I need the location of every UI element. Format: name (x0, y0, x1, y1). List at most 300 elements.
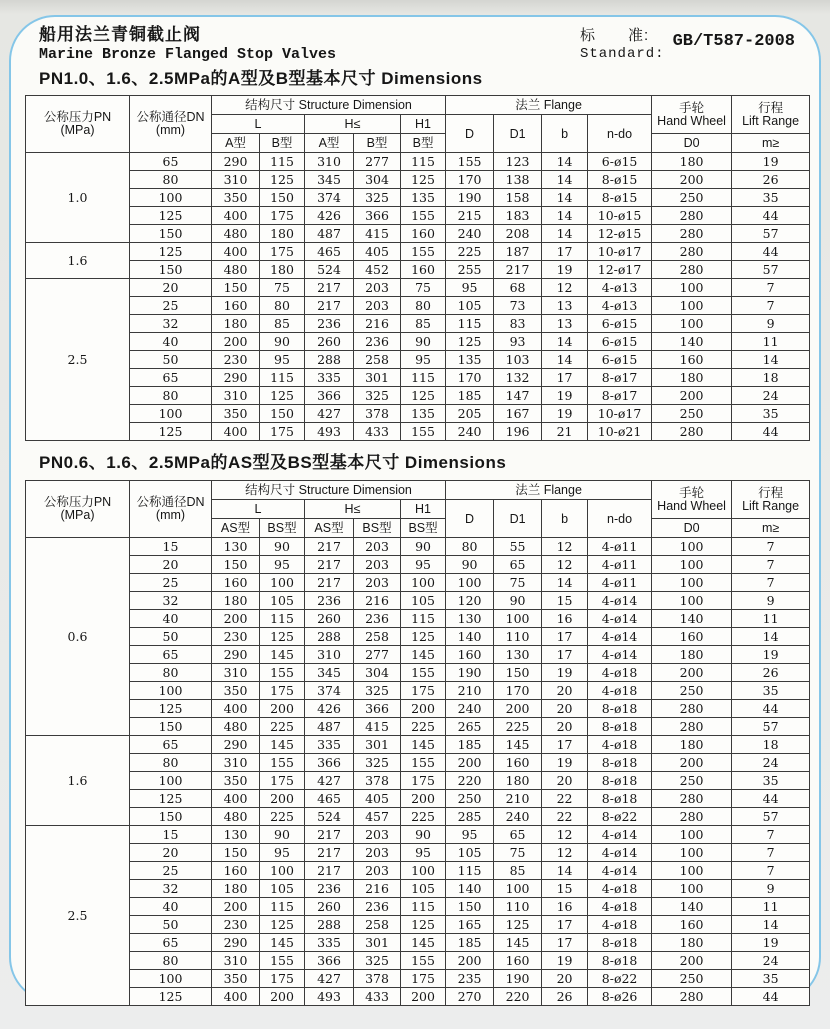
table-cell: 17 (542, 916, 588, 934)
table-cell: 427 (305, 772, 354, 790)
table-cell: 203 (354, 826, 401, 844)
table-cell: 217 (305, 844, 354, 862)
table-cell: 85 (401, 315, 446, 333)
table-cell: 325 (354, 682, 401, 700)
table-cell: 125 (260, 916, 305, 934)
table-cell: 310 (305, 153, 354, 171)
table-cell: 524 (305, 261, 354, 279)
table-cell: 105 (446, 297, 494, 315)
table-cell: 17 (542, 934, 588, 952)
table-row (26, 736, 810, 754)
document-sheet (9, 15, 821, 1003)
table-cell: 80 (446, 538, 494, 556)
header-handwheel-line2: Hand Wheel (657, 498, 726, 513)
table-cell: 250 (652, 970, 732, 988)
table-cell: 150 (212, 279, 260, 297)
table-cell: 17 (542, 646, 588, 664)
pressure-group-cell: 1.6 (26, 736, 130, 826)
table-cell: 135 (446, 351, 494, 369)
table-cell: 465 (305, 790, 354, 808)
table-cell: 19 (542, 405, 588, 423)
table-cell: 100 (652, 279, 732, 297)
table-cell: 125 (494, 916, 542, 934)
table-cell: 125 (130, 700, 212, 718)
table-cell: 125 (446, 333, 494, 351)
table-row (26, 628, 810, 646)
table-cell: 150 (260, 189, 305, 207)
table-cell: 250 (652, 189, 732, 207)
table-cell: 14 (542, 171, 588, 189)
table-cell: 75 (401, 279, 446, 297)
table-cell: 250 (652, 682, 732, 700)
table-cell: 400 (212, 988, 260, 1006)
header-H1: H1 (401, 115, 446, 134)
table-cell: 366 (354, 700, 401, 718)
table-cell: 100 (446, 574, 494, 592)
table-cell: 200 (260, 790, 305, 808)
table-cell: 290 (212, 736, 260, 754)
table-cell: 125 (401, 171, 446, 189)
table-row (26, 646, 810, 664)
table-cell: 130 (446, 610, 494, 628)
table-cell: 26 (542, 988, 588, 1006)
table-cell: 10-ø17 (588, 243, 652, 261)
table-cell: 325 (354, 387, 401, 405)
table-cell: 175 (260, 772, 305, 790)
table-cell: 100 (494, 610, 542, 628)
table-row (26, 898, 810, 916)
table-cell: 200 (212, 610, 260, 628)
table-cell: 180 (652, 646, 732, 664)
pressure-group-cell: 0.6 (26, 538, 130, 736)
table-row (26, 369, 810, 387)
table-cell: 19 (732, 646, 810, 664)
table-cell: 12-ø17 (588, 261, 652, 279)
table-cell: 44 (732, 207, 810, 225)
table-cell: 236 (305, 880, 354, 898)
table-row (26, 297, 810, 315)
table-cell: 480 (212, 718, 260, 736)
table-cell: 374 (305, 189, 354, 207)
table-cell: 374 (305, 682, 354, 700)
table-cell: 95 (260, 351, 305, 369)
table-cell: 35 (732, 772, 810, 790)
table2-body (26, 538, 810, 1006)
table-cell: 140 (446, 628, 494, 646)
table-cell: 301 (354, 934, 401, 952)
table-cell: 103 (494, 351, 542, 369)
table-cell: 200 (446, 952, 494, 970)
title-english: Marine Bronze Flanged Stop Valves (39, 46, 337, 63)
table-cell: 4-ø11 (588, 538, 652, 556)
table-cell: 4-ø14 (588, 610, 652, 628)
table-cell: 110 (494, 628, 542, 646)
table-cell: 90 (494, 592, 542, 610)
table-cell: 80 (260, 297, 305, 315)
table-cell: 140 (652, 610, 732, 628)
header-L: L (212, 115, 305, 134)
table-cell: 426 (305, 700, 354, 718)
header-m: m≥ (732, 134, 810, 153)
table-cell: 208 (494, 225, 542, 243)
table-cell: 304 (354, 171, 401, 189)
section1-title: PN1.0、1.6、2.5MPa的A型及B型基本尺寸 Dimensions (39, 69, 483, 88)
table-cell: 25 (130, 574, 212, 592)
header-handwheel-line2: Hand Wheel (657, 113, 726, 128)
table-row (26, 826, 810, 844)
table-cell: 140 (652, 898, 732, 916)
table-cell: 22 (542, 790, 588, 808)
table-cell: 8-ø15 (588, 171, 652, 189)
table-cell: 160 (401, 225, 446, 243)
table-cell: 65 (494, 826, 542, 844)
table-cell: 350 (212, 682, 260, 700)
table-cell: 57 (732, 261, 810, 279)
table-cell: 12 (542, 556, 588, 574)
table-cell: 145 (260, 646, 305, 664)
table-cell: 160 (494, 952, 542, 970)
table-cell: 80 (130, 664, 212, 682)
table-cell: 250 (652, 405, 732, 423)
table-cell: 105 (446, 844, 494, 862)
table-cell: 200 (652, 171, 732, 189)
table-cell: 310 (212, 754, 260, 772)
table-cell: 366 (305, 387, 354, 405)
table-cell: 203 (354, 844, 401, 862)
table-cell: 175 (401, 970, 446, 988)
table-cell: 125 (130, 988, 212, 1006)
table-cell: 310 (212, 952, 260, 970)
table-cell: 183 (494, 207, 542, 225)
header-handwheel (652, 481, 732, 519)
header-b: b (542, 115, 588, 153)
table-cell: 301 (354, 369, 401, 387)
table-cell: 150 (130, 225, 212, 243)
header-H-typeBS: BS型 (354, 519, 401, 538)
table-cell: 217 (494, 261, 542, 279)
table-cell: 8-ø18 (588, 790, 652, 808)
table-cell: 175 (260, 423, 305, 441)
table-cell: 155 (401, 207, 446, 225)
table-cell: 65 (130, 646, 212, 664)
table-cell: 95 (446, 826, 494, 844)
table-cell: 12 (542, 279, 588, 297)
table-cell: 90 (260, 538, 305, 556)
header-pressure (26, 481, 130, 538)
header-H1: H1 (401, 500, 446, 519)
table-cell: 180 (494, 772, 542, 790)
table-cell: 100 (401, 574, 446, 592)
table-cell: 225 (494, 718, 542, 736)
table-row (26, 261, 810, 279)
table-cell: 4-ø13 (588, 279, 652, 297)
table-row (26, 243, 810, 261)
table-cell: 115 (260, 898, 305, 916)
table-cell: 115 (260, 153, 305, 171)
table-cell: 14 (542, 207, 588, 225)
table-cell: 217 (305, 538, 354, 556)
table-cell: 32 (130, 880, 212, 898)
standard-label-english: Standard: (579, 46, 665, 62)
table-cell: 75 (494, 574, 542, 592)
table-cell: 100 (652, 538, 732, 556)
table-cell: 93 (494, 333, 542, 351)
table-cell: 200 (212, 898, 260, 916)
table-cell: 125 (130, 790, 212, 808)
table-cell: 8-ø18 (588, 718, 652, 736)
table-cell: 17 (542, 736, 588, 754)
table-cell: 415 (354, 718, 401, 736)
table-cell: 493 (305, 423, 354, 441)
table-cell: 150 (130, 808, 212, 826)
table-cell: 95 (401, 844, 446, 862)
table-cell: 20 (542, 970, 588, 988)
table-cell: 288 (305, 916, 354, 934)
table-cell: 427 (305, 405, 354, 423)
pressure-group-cell: 2.5 (26, 279, 130, 441)
table-cell: 230 (212, 916, 260, 934)
table-cell: 125 (130, 207, 212, 225)
table-cell: 350 (212, 772, 260, 790)
table-cell: 85 (494, 862, 542, 880)
table-cell: 4-ø18 (588, 880, 652, 898)
sheet-content (11, 17, 819, 1004)
table-cell: 8-ø15 (588, 189, 652, 207)
table-cell: 260 (305, 333, 354, 351)
table-cell: 280 (652, 225, 732, 243)
table-cell: 217 (305, 556, 354, 574)
table-cell: 105 (401, 880, 446, 898)
table-cell: 12-ø15 (588, 225, 652, 243)
header-H1-typeBS: BS型 (401, 519, 446, 538)
table1-body (26, 153, 810, 441)
table-row (26, 952, 810, 970)
table-cell: 160 (652, 351, 732, 369)
table-cell: 14 (542, 351, 588, 369)
table-cell: 216 (354, 315, 401, 333)
table-cell: 277 (354, 153, 401, 171)
table2-header (26, 481, 810, 538)
table-cell: 7 (732, 862, 810, 880)
table-cell: 80 (130, 952, 212, 970)
table-cell: 100 (401, 862, 446, 880)
table-cell: 19 (732, 934, 810, 952)
table-cell: 180 (212, 315, 260, 333)
table-cell: 480 (212, 808, 260, 826)
table-cell: 115 (446, 315, 494, 333)
table-cell: 145 (494, 934, 542, 952)
table-cell: 8-ø17 (588, 369, 652, 387)
table-cell: 524 (305, 808, 354, 826)
table-cell: 57 (732, 718, 810, 736)
header-D: D (446, 115, 494, 153)
table-cell: 125 (130, 243, 212, 261)
table-cell: 4-ø11 (588, 574, 652, 592)
table-cell: 65 (130, 736, 212, 754)
table-cell: 44 (732, 423, 810, 441)
table-cell: 236 (354, 610, 401, 628)
table-cell: 288 (305, 628, 354, 646)
table-cell: 105 (401, 592, 446, 610)
header-structure: 结构尺寸 Structure Dimension (212, 96, 446, 115)
header-H-typeB: B型 (354, 134, 401, 153)
table-row (26, 790, 810, 808)
table-cell: 9 (732, 315, 810, 333)
table-cell: 216 (354, 880, 401, 898)
table-cell: 217 (305, 826, 354, 844)
header-H-typeA: A型 (305, 134, 354, 153)
table1-header (26, 96, 810, 153)
table-cell: 145 (401, 934, 446, 952)
table-cell: 310 (212, 664, 260, 682)
table-cell: 487 (305, 718, 354, 736)
table-cell: 73 (494, 297, 542, 315)
table-cell: 290 (212, 934, 260, 952)
table-cell: 90 (260, 333, 305, 351)
table-cell: 258 (354, 351, 401, 369)
table-cell: 216 (354, 592, 401, 610)
table-cell: 14 (542, 189, 588, 207)
table-cell: 35 (732, 682, 810, 700)
table-cell: 378 (354, 970, 401, 988)
table-cell: 4-ø14 (588, 862, 652, 880)
table-cell: 236 (305, 315, 354, 333)
table-cell: 6-ø15 (588, 333, 652, 351)
table-cell: 16 (542, 898, 588, 916)
table-cell: 280 (652, 808, 732, 826)
table-cell: 480 (212, 261, 260, 279)
table-cell: 19 (542, 754, 588, 772)
table-cell: 14 (542, 225, 588, 243)
table-cell: 465 (305, 243, 354, 261)
table-cell: 44 (732, 700, 810, 718)
table-cell: 200 (401, 700, 446, 718)
table-cell: 190 (446, 189, 494, 207)
table-cell: 240 (446, 225, 494, 243)
table-row (26, 538, 810, 556)
table-cell: 220 (446, 772, 494, 790)
header-diameter-line1: 公称通径DN (136, 110, 205, 124)
table-cell: 140 (652, 333, 732, 351)
table-cell: 155 (260, 952, 305, 970)
table-cell: 12 (542, 538, 588, 556)
table-row (26, 315, 810, 333)
table-row (26, 171, 810, 189)
table-cell: 150 (130, 261, 212, 279)
table-cell: 180 (212, 880, 260, 898)
table-cell: 80 (130, 754, 212, 772)
table-cell: 50 (130, 351, 212, 369)
table-row (26, 610, 810, 628)
table-cell: 325 (354, 189, 401, 207)
header-b: b (542, 500, 588, 538)
table-cell: 19 (542, 387, 588, 405)
table-row (26, 664, 810, 682)
table-cell: 145 (494, 736, 542, 754)
table-cell: 35 (732, 189, 810, 207)
table-cell: 145 (260, 736, 305, 754)
table-cell: 150 (130, 718, 212, 736)
header-lift-range (732, 96, 810, 134)
header-lift-line2: Lift Range (742, 498, 800, 513)
header-D0: D0 (652, 519, 732, 538)
table-cell: 100 (494, 880, 542, 898)
table-row (26, 700, 810, 718)
table-cell: 125 (130, 423, 212, 441)
table-row (26, 718, 810, 736)
table-cell: 130 (494, 646, 542, 664)
header-H: H≤ (305, 500, 401, 519)
table-cell: 115 (260, 369, 305, 387)
table-cell: 100 (652, 862, 732, 880)
table-cell: 203 (354, 862, 401, 880)
table-cell: 125 (401, 628, 446, 646)
table-cell: 8-ø18 (588, 772, 652, 790)
table-cell: 90 (446, 556, 494, 574)
table-row (26, 423, 810, 441)
table-cell: 18 (732, 369, 810, 387)
table-cell: 240 (494, 808, 542, 826)
table-row (26, 754, 810, 772)
table-cell: 190 (446, 664, 494, 682)
table-cell: 25 (130, 862, 212, 880)
table-cell: 160 (401, 261, 446, 279)
table-cell: 167 (494, 405, 542, 423)
table-cell: 290 (212, 646, 260, 664)
table-cell: 100 (130, 405, 212, 423)
table-cell: 8-ø18 (588, 754, 652, 772)
table-cell: 160 (212, 862, 260, 880)
pressure-group-cell: 1.0 (26, 153, 130, 243)
table-cell: 90 (401, 538, 446, 556)
table-cell: 180 (260, 225, 305, 243)
table-cell: 426 (305, 207, 354, 225)
table-cell: 4-ø18 (588, 916, 652, 934)
table-cell: 4-ø18 (588, 736, 652, 754)
table-cell: 280 (652, 243, 732, 261)
table-cell: 15 (542, 592, 588, 610)
header-pressure-line2: (MPa) (60, 508, 95, 522)
header-D: D (446, 500, 494, 538)
table-cell: 240 (446, 423, 494, 441)
table-cell: 405 (354, 243, 401, 261)
table-cell: 225 (260, 718, 305, 736)
table-row (26, 862, 810, 880)
table-cell: 7 (732, 279, 810, 297)
pressure-group-cell: 1.6 (26, 243, 130, 279)
table-cell: 20 (130, 556, 212, 574)
table-cell: 16 (542, 610, 588, 628)
table-cell: 7 (732, 844, 810, 862)
table-cell: 65 (130, 934, 212, 952)
table-cell: 4-ø14 (588, 844, 652, 862)
table-cell: 150 (494, 664, 542, 682)
table-cell: 75 (494, 844, 542, 862)
table-cell: 83 (494, 315, 542, 333)
table-cell: 175 (401, 772, 446, 790)
table-cell: 80 (130, 171, 212, 189)
table-cell: 225 (446, 243, 494, 261)
table-cell: 115 (401, 153, 446, 171)
table-cell: 160 (652, 916, 732, 934)
table-cell: 4-ø14 (588, 646, 652, 664)
table-cell: 130 (212, 826, 260, 844)
table-cell: 170 (446, 171, 494, 189)
table-cell: 200 (401, 988, 446, 1006)
table-cell: 487 (305, 225, 354, 243)
table-cell: 8-ø22 (588, 808, 652, 826)
table-cell: 7 (732, 297, 810, 315)
